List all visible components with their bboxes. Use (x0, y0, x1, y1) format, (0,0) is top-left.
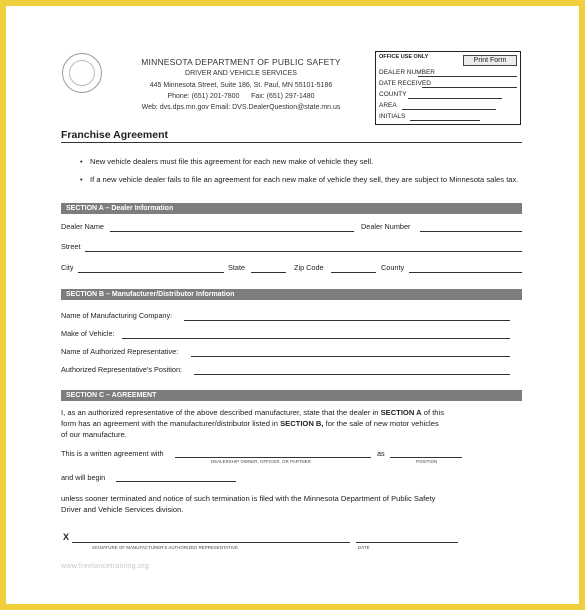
state-seal-icon (62, 53, 102, 93)
position-caption: POSITION (416, 459, 438, 464)
make-field[interactable] (122, 338, 510, 339)
office-line-dealer-number[interactable] (418, 76, 517, 77)
dealer-number-label: Dealer Number (361, 222, 411, 231)
bullet-icon: • (80, 157, 83, 166)
city-field[interactable] (78, 272, 224, 273)
street-field[interactable] (85, 251, 522, 252)
will-begin-label: and will begin (61, 473, 106, 482)
date-caption: DATE (358, 545, 370, 550)
section-c-heading: SECTION C – AGREEMENT (61, 390, 522, 401)
office-use-box (375, 51, 521, 125)
signature-date-field[interactable] (356, 542, 458, 543)
dealership-owner-caption: DEALERSHIP OWNER, OFFICER, OR PARTNER (211, 459, 311, 464)
office-line-date-received[interactable] (422, 87, 517, 88)
make-label: Make of Vehicle: (61, 329, 115, 338)
bullet-icon: • (80, 175, 83, 184)
print-form-button[interactable]: Print Form (463, 55, 517, 66)
as-label: as (377, 449, 385, 458)
agreement-line-2: form has an agreement with the manufacturer/distributor listed in SECTION B, for the sale of new motor vehicles (61, 419, 439, 428)
mfg-company-label: Name of Manufacturing Company: (61, 311, 173, 320)
section-a-heading: SECTION A – Dealer Information (61, 203, 522, 214)
bullet-text-1: New vehicle dealers must file this agreement for each new make of vehicle they sell. (90, 157, 374, 166)
signature-field[interactable] (72, 542, 350, 543)
county-field[interactable] (409, 272, 522, 273)
office-line-area[interactable] (402, 109, 496, 110)
agency-title: MINNESOTA DEPARTMENT OF PUBLIC SAFETY (141, 57, 341, 67)
office-line-county[interactable] (408, 98, 502, 99)
agreement-line-3: of our manufacture. (61, 430, 127, 439)
bullet-text-2: If a new vehicle dealer fails to file an agreement for each new make of vehicle they sell, they are subject to Minnesota sales tax. (90, 175, 519, 184)
termination-line-2: Driver and Vehicle Services division. (61, 505, 184, 514)
office-field-dealer-number: DEALER NUMBER (379, 69, 435, 76)
signature-caption: SIGNATURE OF MANUFACTURER'S AUTHORIZED REPRESENTATIVE (92, 545, 239, 550)
begin-date-field[interactable] (116, 481, 236, 482)
city-label: City (61, 263, 74, 272)
mfg-company-field[interactable] (184, 320, 510, 321)
section-b-heading: SECTION B – Manufacturer/Distributor Information (61, 289, 522, 300)
termination-line-1: unless sooner terminated and notice of such termination is filed with the Minnesota Department of Public Safety (61, 494, 436, 503)
office-field-area: AREA (379, 102, 397, 109)
office-use-label: OFFICE USE ONLY (379, 54, 429, 60)
street-label: Street (61, 242, 81, 251)
agency-address: 445 Minnesota Street, Suite 186, St. Paul, MN 55101-5186 (149, 82, 333, 89)
office-line-initials[interactable] (410, 120, 480, 121)
form-page (6, 6, 579, 604)
zip-field[interactable] (331, 272, 376, 273)
agency-subtitle: DRIVER AND VEHICLE SERVICES (185, 70, 297, 77)
dealer-name-label: Dealer Name (61, 222, 104, 231)
rep-position-field[interactable] (194, 374, 510, 375)
signature-x-mark: X (63, 532, 70, 542)
form-title: Franchise Agreement (61, 129, 168, 141)
rep-name-field[interactable] (191, 356, 510, 357)
dealer-number-field[interactable] (420, 231, 522, 232)
position-field[interactable] (390, 457, 462, 458)
office-field-initials: INITIALS (379, 113, 406, 120)
rep-position-label: Authorized Representative's Position: (61, 365, 183, 374)
title-rule (61, 142, 522, 143)
state-label: State (228, 263, 246, 272)
dealership-owner-field[interactable] (175, 457, 371, 458)
watermark-text: www.freelancetraining.org (61, 563, 150, 570)
agency-web: Web: dvs.dps.mn.gov Email: DVS.DealerQuestion@state.mn.us (141, 104, 341, 111)
rep-name-label: Name of Authorized Representative: (61, 347, 179, 356)
dealer-name-field[interactable] (110, 231, 354, 232)
office-field-date-received: DATE RECEIVED (379, 80, 431, 87)
agency-phone: Phone: (651) 201-7800 Fax: (651) 297-1480 (167, 93, 315, 100)
zip-label: Zip Code (294, 263, 324, 272)
written-agreement-label: This is a written agreement with (61, 449, 164, 458)
agreement-line-1: I, as an authorized representative of the above described manufacturer, state that the dealer in SECTION A of this (61, 408, 445, 417)
county-label: County (381, 263, 405, 272)
state-field[interactable] (251, 272, 286, 273)
office-field-county: COUNTY (379, 91, 407, 98)
